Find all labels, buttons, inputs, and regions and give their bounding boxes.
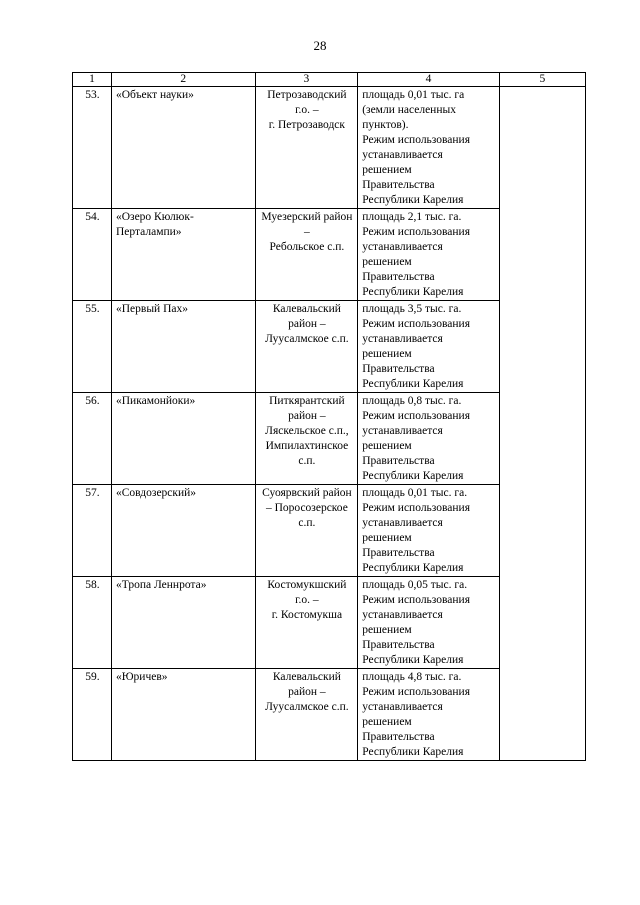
area-name: «Объект науки» bbox=[111, 87, 255, 209]
column-header-2: 2 bbox=[111, 73, 255, 87]
area-name: «Юричев» bbox=[111, 669, 255, 761]
area-description: площадь 2,1 тыс. га. Режим использования устанавливается решением Правительства Республики Карелия bbox=[358, 209, 500, 301]
area-description: площадь 3,5 тыс. га. Режим использования устанавливается решением Правительства Республики Карелия bbox=[358, 301, 500, 393]
area-name: «Совдозерский» bbox=[111, 485, 255, 577]
column-header-3: 3 bbox=[255, 73, 358, 87]
area-description: площадь 0,8 тыс. га. Режим использования устанавливается решением Правительства Республики Карелия bbox=[358, 393, 500, 485]
column-header-5: 5 bbox=[499, 73, 585, 87]
page-number: 28 bbox=[313, 38, 327, 53]
area-location: Муезерский район – Ребольское с.п. bbox=[255, 209, 358, 301]
area-location: Суоярвский район – Поросозерское с.п. bbox=[255, 485, 358, 577]
protected-areas-table bbox=[72, 72, 586, 761]
row-number: 56. bbox=[73, 393, 112, 485]
area-location: Калевальский район – Луусалмское с.п. bbox=[255, 301, 358, 393]
area-name: «Озеро Кюлюк- Перталампи» bbox=[111, 209, 255, 301]
column-header-4: 4 bbox=[358, 73, 500, 87]
area-description: площадь 4,8 тыс. га. Режим использования устанавливается решением Правительства Республики Карелия bbox=[358, 669, 500, 761]
row-number: 55. bbox=[73, 301, 112, 393]
area-location: Питкярантский район – Ляскельское с.п., Импилахтинское с.п. bbox=[255, 393, 358, 485]
area-location: Костомукшский г.о. – г. Костомукша bbox=[255, 577, 358, 669]
row-number: 59. bbox=[73, 669, 112, 761]
row-number: 58. bbox=[73, 577, 112, 669]
table-header-row bbox=[73, 73, 586, 87]
area-description: площадь 0,05 тыс. га. Режим использования устанавливается решением Правительства Республики Карелия bbox=[358, 577, 500, 669]
area-name: «Первый Пах» bbox=[111, 301, 255, 393]
row-number: 54. bbox=[73, 209, 112, 301]
area-location: Калевальский район – Луусалмское с.п. bbox=[255, 669, 358, 761]
row-number: 57. bbox=[73, 485, 112, 577]
row-number: 53. bbox=[73, 87, 112, 209]
column-header-1: 1 bbox=[73, 73, 112, 87]
area-name: «Тропа Леннрота» bbox=[111, 577, 255, 669]
area-description: площадь 0,01 тыс. га (земли населенных пунктов). Режим использования устанавливается решением Правительства Республики Карелия bbox=[358, 87, 500, 209]
area-description: площадь 0,01 тыс. га. Режим использования устанавливается решением Правительства Республики Карелия bbox=[358, 485, 500, 577]
column-5-empty bbox=[499, 87, 585, 761]
table-row bbox=[73, 87, 586, 209]
area-location: Петрозаводский г.о. – г. Петрозаводск bbox=[255, 87, 358, 209]
area-name: «Пикамонйоки» bbox=[111, 393, 255, 485]
